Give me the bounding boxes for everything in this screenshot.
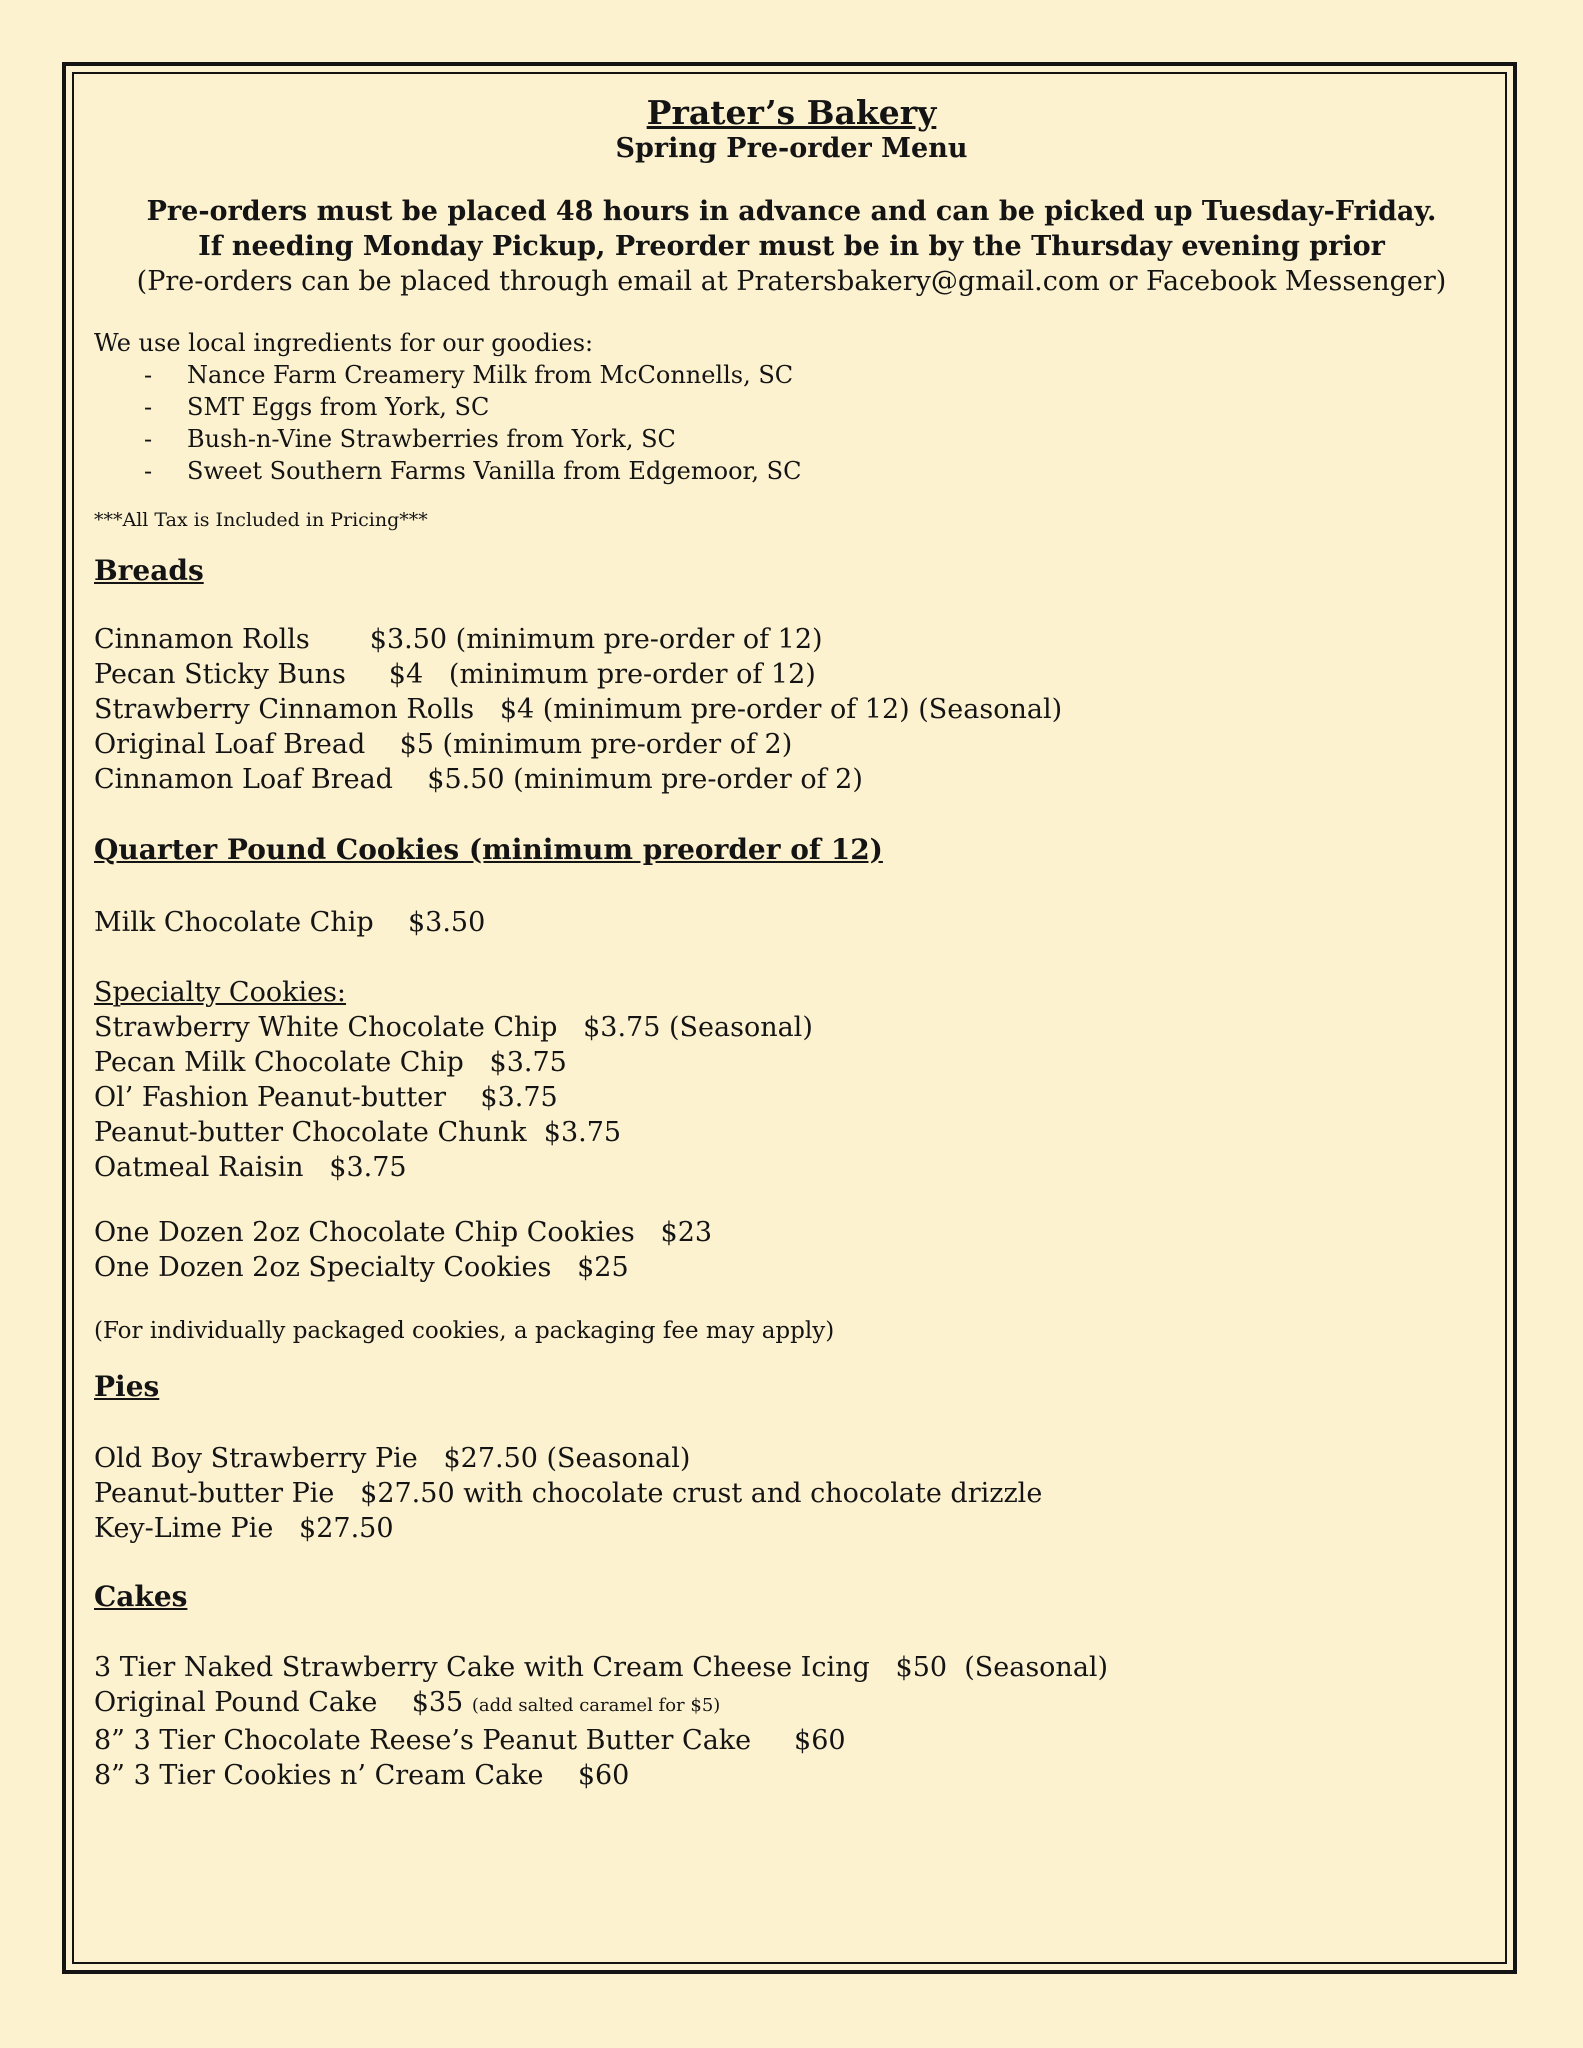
ingredients-intro: We use local ingredients for our goodies: <box>94 329 594 357</box>
contact-notice: (Pre-orders can be placed through email at Pratersbakery@gmail.com or Facebook Messenger) <box>136 266 1447 297</box>
menu-item: Strawberry White Chocolate Chip $3.75 (Seasonal) <box>94 1012 813 1043</box>
menu-item: Strawberry Cinnamon Rolls $4 (minimum pre-order of 12) (Seasonal) <box>94 694 1063 725</box>
list-item: - Sweet Southern Farms Vanilla from Edgemoor, SC <box>144 457 802 485</box>
menu-item: Milk Chocolate Chip $3.50 <box>94 907 486 938</box>
menu-item: One Dozen 2oz Specialty Cookies $25 <box>94 1252 629 1283</box>
monday-pickup-notice: If needing Monday Pickup, Preorder must be in by the Thursday evening prior <box>198 231 1385 262</box>
packaging-note: (For individually packaged cookies, a packaging fee may apply) <box>94 1318 835 1344</box>
menu-item: Ol’ Fashion Peanut-butter $3.75 <box>94 1082 558 1113</box>
menu-item: Pecan Sticky Buns $4 (minimum pre-order of 12) <box>94 659 816 690</box>
menu-item: Cinnamon Rolls $3.50 (minimum pre-order of 12) <box>94 624 823 655</box>
cakes-list <box>94 1650 1489 1793</box>
menu-item <box>94 1685 1489 1723</box>
dozen-cookies-list <box>94 1215 1489 1285</box>
cakes-heading: Cakes <box>94 1580 188 1613</box>
menu-item: Pecan Milk Chocolate Chip $3.75 <box>94 1047 567 1078</box>
pies-heading: Pies <box>94 1370 160 1403</box>
pies-list <box>94 1441 1489 1546</box>
menu-item: One Dozen 2oz Chocolate Chip Cookies $23 <box>94 1217 713 1248</box>
preorder-notice: Pre-orders must be placed 48 hours in advance and can be picked up Tuesday-Friday. <box>146 196 1437 227</box>
menu-subtitle: Spring Pre-order Menu <box>615 133 968 164</box>
menu-header <box>94 94 1489 299</box>
menu-item: Oatmeal Raisin $3.75 <box>94 1152 407 1183</box>
list-item: - Nance Farm Creamery Milk from McConnells, SC <box>144 361 794 389</box>
menu-item: Old Boy Strawberry Pie $27.50 (Seasonal) <box>94 1443 691 1474</box>
specialty-cookies-list <box>94 1010 1489 1185</box>
pound-cake-label: Original Pound Cake $35 <box>94 1687 472 1718</box>
breads-list <box>94 622 1489 797</box>
menu-content <box>94 94 1489 1944</box>
ingredients-list <box>94 359 1489 487</box>
menu-item: 8” 3 Tier Chocolate Reese’s Peanut Butter Cake $60 <box>94 1725 846 1756</box>
menu-item: Peanut-butter Chocolate Chunk $3.75 <box>94 1117 622 1148</box>
caramel-addon-note: (add salted caramel for $5) <box>471 1695 721 1716</box>
list-item: - SMT Eggs from York, SC <box>144 393 490 421</box>
specialty-cookies-heading: Specialty Cookies: <box>94 977 347 1008</box>
cookies-heading: Quarter Pound Cookies (minimum preorder of 12) <box>94 833 883 866</box>
menu-item: Original Loaf Bread $5 (minimum pre-order of 2) <box>94 729 793 760</box>
menu-item: Cinnamon Loaf Bread $5.50 (minimum pre-order of 2) <box>94 764 863 795</box>
menu-item: Key-Lime Pie $27.50 <box>94 1513 394 1544</box>
menu-item: 3 Tier Naked Strawberry Cake with Cream Cheese Icing $50 (Seasonal) <box>94 1652 1109 1683</box>
breads-heading: Breads <box>94 554 204 587</box>
ingredients-section <box>94 327 1489 487</box>
list-item: - Bush-n-Vine Strawberries from York, SC <box>144 425 676 453</box>
menu-item: 8” 3 Tier Cookies n’ Cream Cake $60 <box>94 1760 630 1791</box>
tax-note: ***All Tax is Included in Pricing*** <box>94 509 428 531</box>
bakery-title: Prater’s Bakery <box>646 93 937 132</box>
menu-item: Peanut-butter Pie $27.50 with chocolate crust and chocolate drizzle <box>94 1478 1043 1509</box>
